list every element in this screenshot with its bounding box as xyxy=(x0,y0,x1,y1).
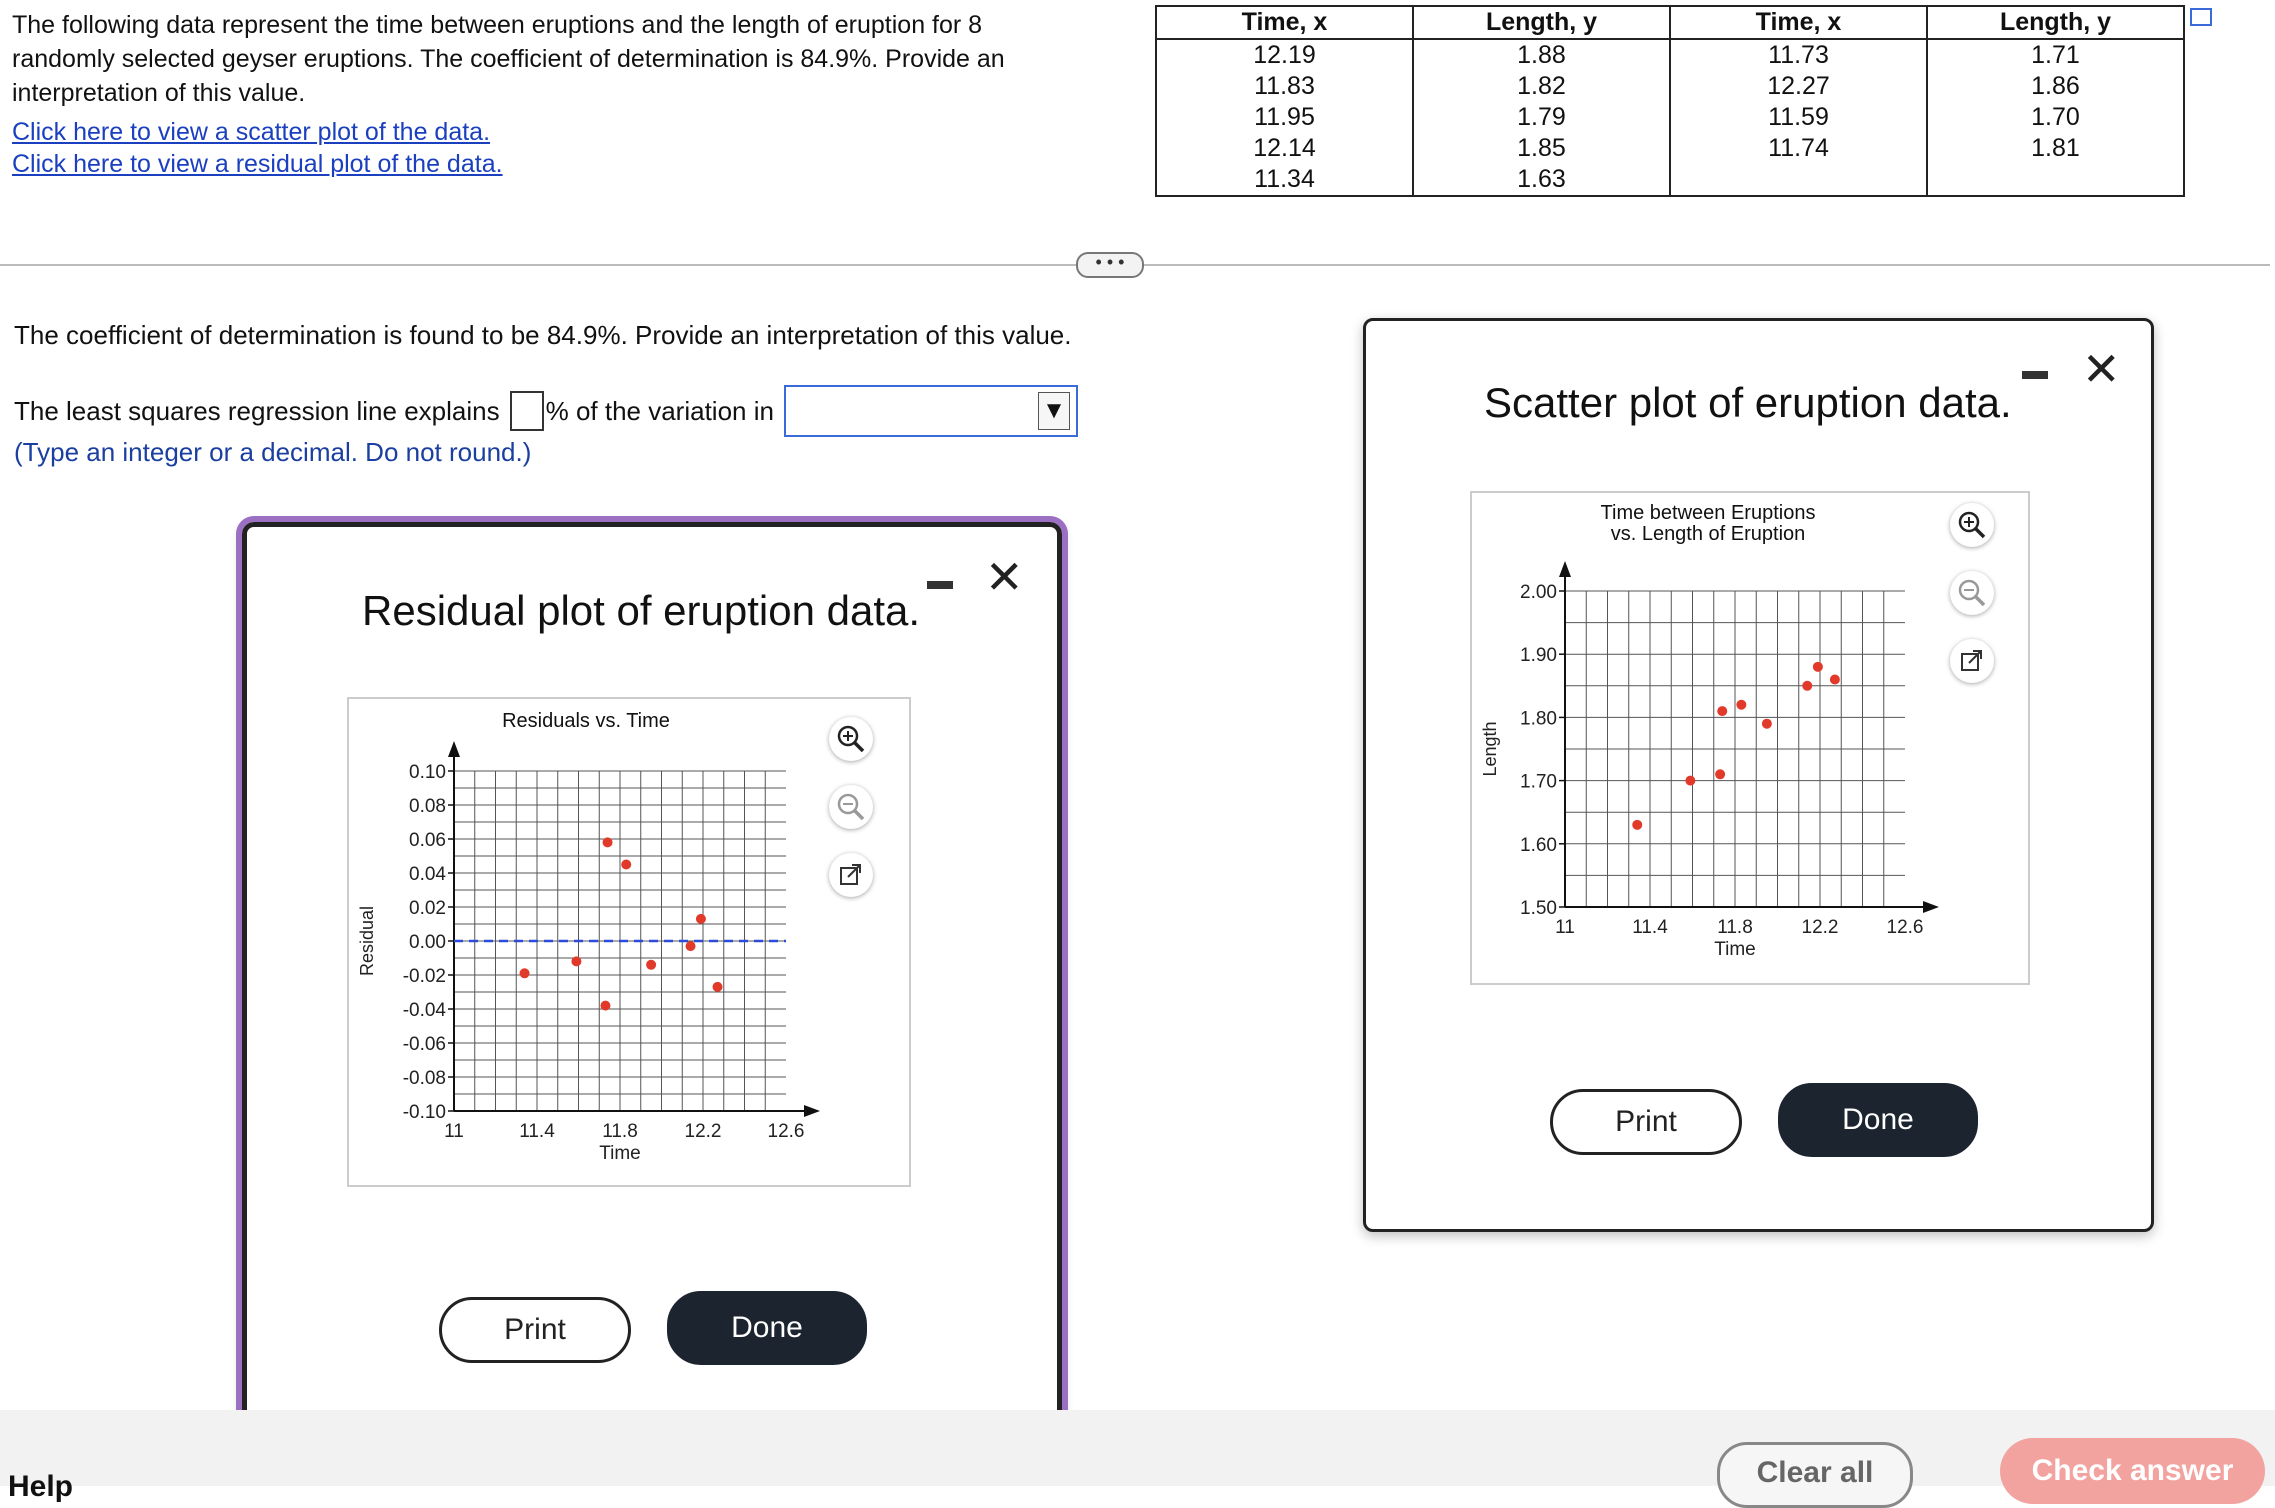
y-axis-arrow xyxy=(448,741,460,757)
minimize-icon[interactable] xyxy=(2022,371,2048,379)
x-axis-arrow xyxy=(1923,901,1939,913)
expand-more-button[interactable]: • • • xyxy=(1076,252,1144,278)
data-point xyxy=(571,956,581,966)
table-cell: 1.71 xyxy=(1927,39,2184,71)
scatter-dialog-title: Scatter plot of eruption data. xyxy=(1484,379,2012,426)
footer-bar xyxy=(0,1410,2275,1486)
x-axis-label: Time xyxy=(1714,939,1756,960)
scatter-plot-box xyxy=(1470,491,2030,985)
y-tick-label: -0.10 xyxy=(402,1102,446,1123)
answer-line xyxy=(14,385,1078,437)
data-point xyxy=(1813,662,1823,672)
table-cell: 11.34 xyxy=(1156,164,1413,196)
zoom-in-button[interactable] xyxy=(1950,503,1994,547)
clear-all-button[interactable]: Clear all xyxy=(1717,1442,1913,1508)
y-tick-label: -0.04 xyxy=(402,1000,446,1021)
external-link-icon xyxy=(838,862,864,888)
popout-button[interactable] xyxy=(829,853,873,897)
zoom-in-button[interactable] xyxy=(829,717,873,761)
table-row xyxy=(1156,133,2184,164)
table-cell xyxy=(1670,164,1927,196)
y-tick-label: 0.10 xyxy=(409,762,446,783)
table-cell: 11.59 xyxy=(1670,102,1927,133)
problem-text: The following data represent the time between eruptions and the length of eruption for 8 randomly selected geyser eruptions. The coefficient of determination is 84.9%. Provide an interpretation of this value. xyxy=(12,11,1005,107)
table-header-time-2: Time, x xyxy=(1670,6,1927,39)
minimize-icon[interactable] xyxy=(927,581,953,589)
help-label[interactable]: Help xyxy=(8,1470,74,1503)
variable-select[interactable] xyxy=(784,385,1078,437)
table-cell: 1.88 xyxy=(1413,39,1670,71)
y-tick-label: 1.70 xyxy=(1520,771,1557,793)
data-point xyxy=(1715,769,1725,779)
chart-title: vs. Length of Eruption xyxy=(1610,523,1806,545)
x-tick-label: 11 xyxy=(444,1121,464,1142)
residual-plot-dialog xyxy=(242,522,1062,1440)
data-point xyxy=(600,1001,610,1011)
data-point xyxy=(1685,776,1695,786)
y-tick-label: -0.02 xyxy=(402,966,446,987)
table-row xyxy=(1156,102,2184,133)
data-point xyxy=(603,837,613,847)
table-cell: 11.95 xyxy=(1156,102,1413,133)
question-prompt: The coefficient of determination is found to be 84.9%. Provide an interpretation of this value. xyxy=(14,320,1072,350)
y-tick-label: 0.08 xyxy=(409,796,446,817)
residual-print-button[interactable]: Print xyxy=(439,1297,631,1363)
residual-plot-box xyxy=(347,697,911,1187)
y-axis-arrow xyxy=(1559,561,1571,577)
data-point xyxy=(1830,674,1840,684)
scatter-chart xyxy=(1472,493,2028,983)
data-point xyxy=(520,968,530,978)
table-cell: 1.86 xyxy=(1927,71,2184,102)
data-table xyxy=(1155,5,2185,197)
table-header-time-1: Time, x xyxy=(1156,6,1413,39)
table-row xyxy=(1156,164,2184,196)
table-cell: 1.79 xyxy=(1413,102,1670,133)
table-header-length-1: Length, y xyxy=(1413,6,1670,39)
y-tick-label: 1.80 xyxy=(1520,708,1557,730)
table-cell: 1.70 xyxy=(1927,102,2184,133)
table-cell: 12.14 xyxy=(1156,133,1413,164)
scatter-plot-dialog xyxy=(1363,318,2154,1232)
percent-input[interactable] xyxy=(510,391,544,431)
answer-hint: (Type an integer or a decimal. Do not round.) xyxy=(14,437,532,467)
x-axis-arrow xyxy=(804,1105,820,1117)
table-cell: 1.82 xyxy=(1413,71,1670,102)
x-tick-label: 12.2 xyxy=(684,1121,722,1142)
x-tick-label: 11.8 xyxy=(1717,917,1753,938)
table-cell: 12.27 xyxy=(1670,71,1927,102)
table-cell xyxy=(1927,164,2184,196)
answer-middle: % of the variation in xyxy=(545,395,774,426)
y-tick-label: 0.02 xyxy=(409,898,446,919)
popout-button[interactable] xyxy=(1950,639,1994,683)
chart-title: Residuals vs. Time xyxy=(502,710,670,732)
x-tick-label: 11 xyxy=(1555,917,1575,938)
residual-done-button[interactable]: Done xyxy=(667,1291,867,1365)
y-tick-label: -0.06 xyxy=(402,1034,446,1055)
check-answer-button[interactable]: Check answer xyxy=(2000,1438,2265,1504)
chart-title: Time between Eruptions xyxy=(1600,502,1816,524)
data-point xyxy=(1717,706,1727,716)
close-icon[interactable]: ✕ xyxy=(2082,343,2121,395)
y-tick-label: 1.60 xyxy=(1520,834,1557,856)
dropdown-arrow-icon: ▼ xyxy=(1038,392,1070,430)
problem-statement xyxy=(12,8,1072,180)
table-cell: 1.81 xyxy=(1927,133,2184,164)
table-cell: 1.85 xyxy=(1413,133,1670,164)
data-point xyxy=(621,860,631,870)
y-tick-label: -0.08 xyxy=(402,1068,446,1089)
y-tick-label: 0.04 xyxy=(409,864,446,885)
y-tick-label: 2.00 xyxy=(1520,582,1557,603)
data-point xyxy=(713,982,723,992)
y-tick-label: 1.90 xyxy=(1520,645,1557,667)
external-link-icon xyxy=(1959,648,1985,674)
scatter-print-button[interactable]: Print xyxy=(1550,1089,1742,1155)
scatter-plot-link[interactable]: Click here to view a scatter plot of the data. xyxy=(12,118,491,146)
data-point xyxy=(646,960,656,970)
x-tick-label: 11.8 xyxy=(602,1121,638,1142)
data-point xyxy=(696,914,706,924)
zoom-in-icon xyxy=(836,724,866,754)
x-tick-label: 12.2 xyxy=(1801,917,1839,938)
zoom-out-icon xyxy=(836,792,866,822)
table-header-length-2: Length, y xyxy=(1927,6,2184,39)
data-point xyxy=(1762,719,1772,729)
table-cell: 11.73 xyxy=(1670,39,1927,71)
y-axis-label: Length xyxy=(1480,721,1500,777)
residual-plot-link[interactable]: Click here to view a residual plot of the data. xyxy=(12,150,503,178)
zoom-in-icon xyxy=(1957,510,1987,540)
data-point xyxy=(686,941,696,951)
table-row xyxy=(1156,39,2184,71)
y-tick-label: 1.50 xyxy=(1520,898,1557,919)
zoom-out-button[interactable] xyxy=(1950,571,1994,615)
table-cell: 1.63 xyxy=(1413,164,1670,196)
table-cell: 11.74 xyxy=(1670,133,1927,164)
y-tick-label: 0.06 xyxy=(409,830,446,851)
x-tick-label: 12.6 xyxy=(767,1121,805,1142)
x-tick-label: 12.6 xyxy=(1886,917,1924,938)
zoom-out-icon xyxy=(1957,578,1987,608)
data-point xyxy=(1632,820,1642,830)
x-axis-label: Time xyxy=(599,1143,641,1164)
table-cell: 11.83 xyxy=(1156,71,1413,102)
copy-icon[interactable] xyxy=(2190,8,2212,26)
close-icon[interactable]: ✕ xyxy=(985,551,1024,603)
table-row xyxy=(1156,71,2184,102)
zoom-out-button[interactable] xyxy=(829,785,873,829)
data-point xyxy=(1802,681,1812,691)
residual-dialog-title: Residual plot of eruption data. xyxy=(362,587,921,634)
y-axis-label: Residual xyxy=(357,905,377,977)
scatter-done-button[interactable]: Done xyxy=(1778,1083,1978,1157)
y-tick-label: 0.00 xyxy=(409,932,446,953)
residual-chart xyxy=(349,699,909,1185)
x-tick-label: 11.4 xyxy=(519,1121,555,1142)
x-tick-label: 11.4 xyxy=(1632,917,1668,938)
answer-prefix: The least squares regression line explains xyxy=(14,395,500,426)
data-point xyxy=(1736,700,1746,710)
table-cell: 12.19 xyxy=(1156,39,1413,71)
